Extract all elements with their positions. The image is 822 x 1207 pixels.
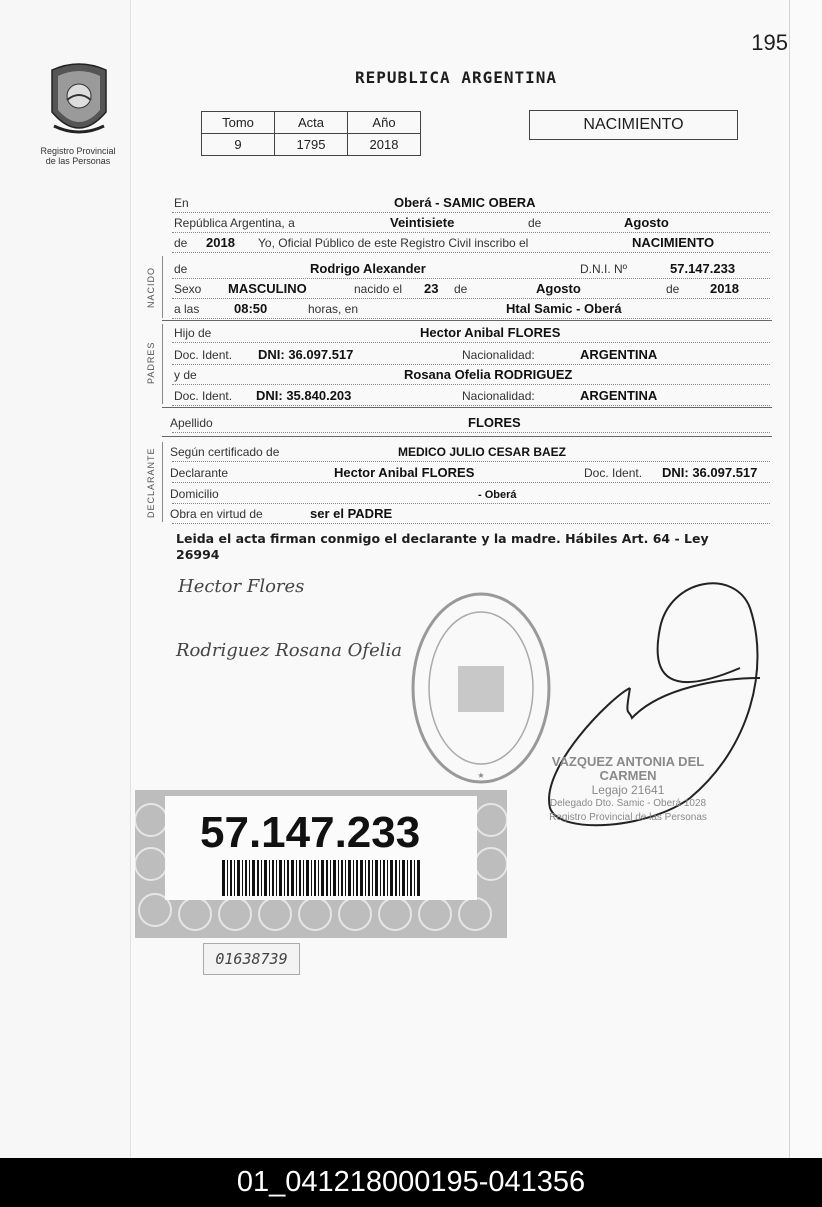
record-type-box: NACIMIENTO	[529, 110, 738, 140]
page-number: 195	[751, 30, 788, 55]
logo-caption-line: de las Personas	[45, 156, 111, 166]
line-father-doc	[172, 344, 770, 365]
section-divider	[162, 320, 772, 321]
value-certificate: MEDICO JULIO CESAR BAEZ	[398, 445, 567, 459]
registry-table	[201, 111, 421, 156]
value-year: 2018	[206, 235, 235, 250]
label-de2: de	[174, 236, 188, 250]
left-margin	[0, 0, 130, 1158]
line-father	[172, 322, 770, 343]
label-y-de: y de	[174, 368, 197, 382]
line-capacity	[172, 503, 770, 524]
label-de-mes: de	[454, 282, 468, 296]
value-time: 08:50	[234, 301, 268, 316]
official-name: VAZQUEZ ANTONIA DEL CARMEN	[551, 754, 705, 783]
label-doc-ident3: Doc. Ident.	[584, 466, 643, 480]
file-id-footer: 01_041218000195-041356	[0, 1158, 822, 1207]
label-hijo-de: Hijo de	[174, 326, 212, 340]
label-a-las: a las	[174, 302, 200, 316]
value-day: Veintisiete	[390, 215, 455, 230]
value-address: - Oberá	[478, 489, 517, 501]
value-sex: MASCULINO	[228, 281, 307, 296]
label-de-anio: de	[666, 282, 680, 296]
value-place: Oberá - SAMIC OBERA	[394, 195, 536, 210]
label-declarante: Declarante	[170, 466, 229, 480]
label-de-nombre: de	[174, 262, 188, 276]
label-horas-en: horas, en	[308, 302, 359, 316]
label-yo: Yo, Oficial Público de este Registro Civil inscribo el	[258, 236, 529, 250]
section-declarante: DECLARANTE	[146, 447, 156, 519]
value-birth-month: Agosto	[536, 281, 581, 296]
father-signature: Hector Flores	[178, 576, 305, 597]
logo-caption-line: Registro Provincial	[40, 146, 116, 156]
registry-header: Tomo	[202, 112, 275, 134]
label-segun: Según certificado de	[170, 445, 280, 459]
logo-caption	[30, 146, 126, 166]
line-date	[172, 212, 770, 233]
line-inscribe	[172, 232, 770, 253]
line-time	[172, 298, 770, 319]
value-mother-nat: ARGENTINA	[580, 388, 658, 403]
value-mother-dni: DNI: 35.840.203	[256, 388, 352, 403]
official-line: Registro Provincial de las Personas	[549, 812, 707, 823]
official-block	[528, 755, 728, 825]
line-place	[172, 192, 770, 213]
line-surname	[172, 412, 770, 433]
section-bar	[162, 324, 163, 404]
registry-header: Año	[348, 112, 421, 134]
label-doc-ident: Doc. Ident.	[174, 348, 233, 362]
line-certificate	[172, 441, 770, 462]
sticker-dni: 57.147.233	[200, 808, 421, 857]
value-mother: Rosana Ofelia RODRIGUEZ	[404, 367, 573, 382]
mother-signature: Rodriguez Rosana Ofelia	[176, 640, 402, 661]
label-en: En	[174, 196, 189, 210]
value-month: Agosto	[624, 215, 669, 230]
serial-number: 01638739	[203, 943, 300, 975]
value-surname: FLORES	[468, 415, 521, 430]
value-capacity: ser el PADRE	[310, 506, 393, 521]
label-de: de	[528, 216, 542, 230]
label-doc-ident2: Doc. Ident.	[174, 389, 233, 403]
value-name: Rodrigo Alexander	[310, 261, 426, 276]
svg-text:★: ★	[477, 771, 485, 780]
official-line: Delegado Dto. Samic - Oberá 1028	[549, 798, 707, 809]
registry-value: 9	[202, 134, 275, 156]
section-divider	[162, 407, 772, 408]
value-registered: NACIMIENTO	[632, 235, 715, 250]
label-dni: D.N.I. Nº	[580, 262, 628, 276]
section-nacido: NACIDO	[146, 266, 156, 308]
value-father: Hector Anibal FLORES	[420, 325, 561, 340]
barcode-icon	[222, 860, 422, 896]
label-obra: Obra en virtud de	[170, 507, 263, 521]
label-republica: República Argentina, a	[174, 216, 295, 230]
label-nacionalidad: Nacionalidad:	[462, 348, 535, 362]
line-name	[172, 258, 770, 279]
official-line: Legajo 21641	[591, 783, 665, 797]
line-mother-doc	[172, 385, 770, 406]
value-birth-year: 2018	[710, 281, 739, 296]
closing-text: Leida el acta firman conmigo el declarante y la madre. Hábiles Art. 64 - Ley 26994	[176, 531, 709, 562]
registry-header: Acta	[275, 112, 348, 134]
section-padres: PADRES	[146, 341, 156, 385]
section-bar	[162, 442, 163, 522]
value-declarant: Hector Anibal FLORES	[334, 465, 475, 480]
section-divider	[162, 436, 772, 437]
label-nacionalidad2: Nacionalidad:	[462, 389, 535, 403]
value-father-dni: DNI: 36.097.517	[258, 347, 354, 362]
line-mother	[172, 364, 770, 385]
value-hospital: Htal Samic - Oberá	[506, 301, 622, 316]
label-nacido-el: nacido el	[354, 282, 403, 296]
section-bar	[162, 256, 163, 318]
value-birth-day: 23	[424, 281, 439, 296]
line-declarant	[172, 462, 770, 483]
line-sex	[172, 278, 770, 299]
label-sexo: Sexo	[174, 282, 202, 296]
value-declarant-dni: DNI: 36.097.517	[662, 465, 758, 480]
registry-value: 1795	[275, 134, 348, 156]
document-title: REPUBLICA ARGENTINA	[354, 68, 558, 87]
value-dni: 57.147.233	[670, 261, 736, 276]
label-domicilio: Domicilio	[170, 487, 219, 501]
value-father-nat: ARGENTINA	[580, 347, 658, 362]
line-address	[172, 483, 770, 504]
registry-value: 2018	[348, 134, 421, 156]
label-apellido: Apellido	[170, 416, 213, 430]
